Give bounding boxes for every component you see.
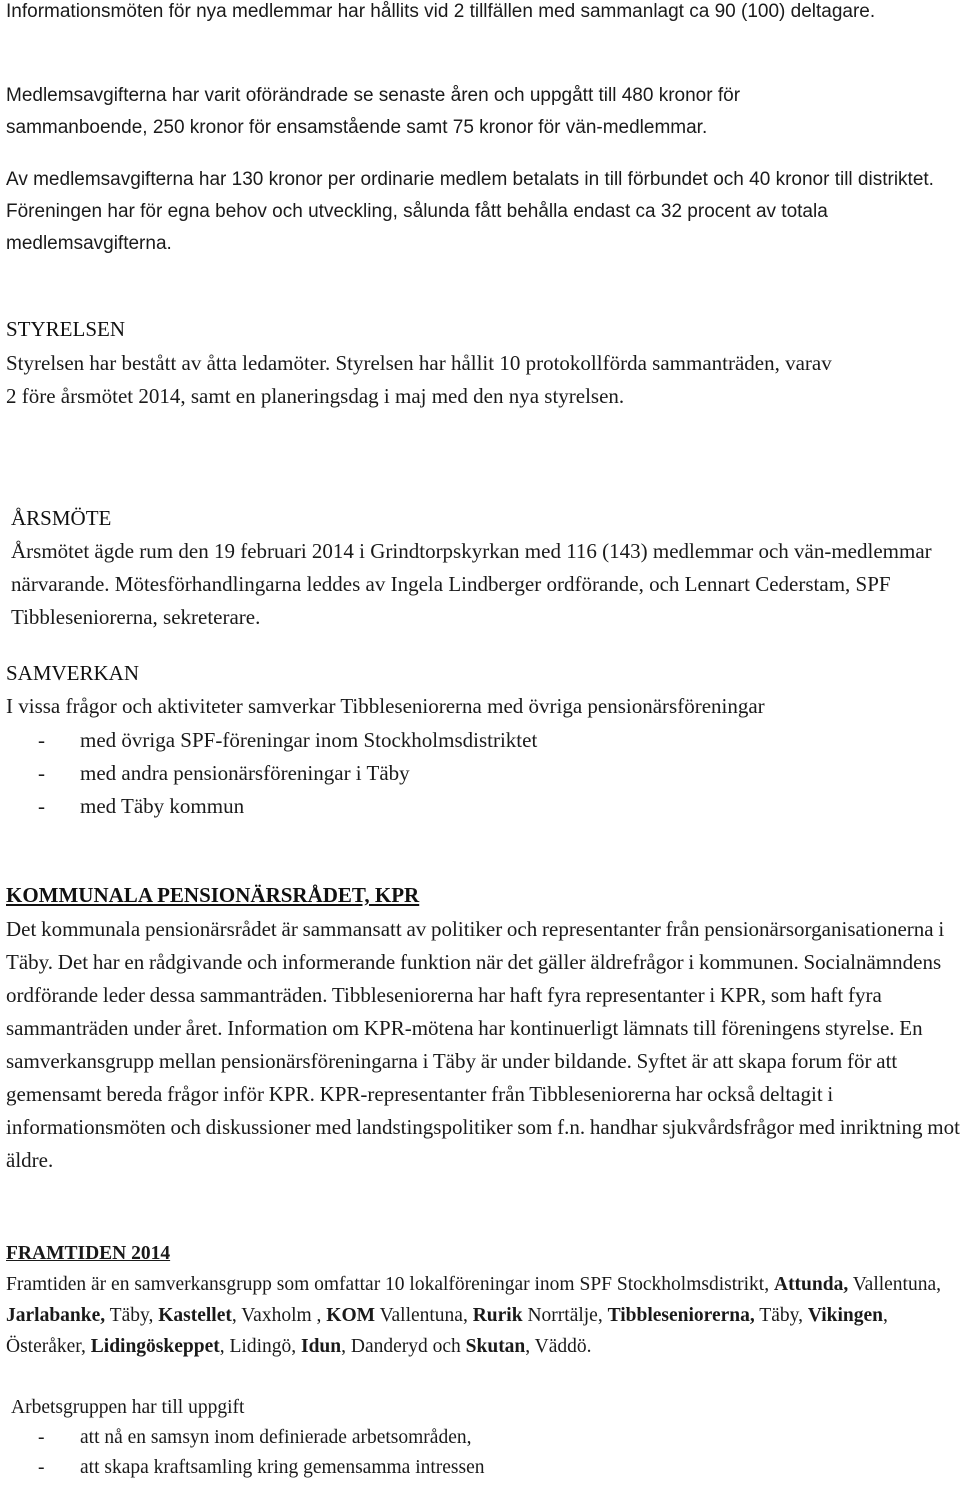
list-item: - med övriga SPF-föreningar inom Stockholmsdistriktet	[38, 728, 538, 752]
association-place: , Danderyd och	[341, 1336, 466, 1357]
association-name: Lidingöskeppet	[90, 1336, 220, 1357]
styrelsen-meetings-text: Styrelsen har hållit 10 protokollförda sammanträden, varav	[335, 351, 832, 375]
association-name: Idun	[300, 1336, 342, 1357]
list-item: - med andra pensionärsföreningar i Täby	[38, 761, 410, 785]
list-item: - att nå en samsyn inom definierade arbetsområden,	[38, 1427, 472, 1448]
association-place: Vallentuna,	[848, 1274, 942, 1295]
list-item: - att skapa kraftsamling kring gemensamma intressen	[38, 1457, 485, 1478]
styrelsen-heading: STYRELSEN	[6, 317, 126, 341]
association-place: Norrtälje,	[522, 1305, 608, 1326]
samverkan-intro: I vissa frågor och aktiviteter samverkar Tibbleseniorerna med övriga pensionärsföreningar	[6, 694, 765, 718]
framtiden-intro: Framtiden är en samverkansgrupp som omfattar 10 lokalföreningar inom SPF Stockholmsdistrikt,	[6, 1274, 770, 1295]
association-name: Attunda,	[773, 1274, 849, 1295]
association-place: Vallentuna,	[375, 1305, 473, 1326]
association-place: Täby,	[754, 1305, 808, 1326]
samverkan-list	[38, 724, 938, 823]
fee-retention-text: Föreningen har för egna behov och utveckling, sålunda fått behålla endast ca 32 procent av totala medlemsavgifterna.	[6, 201, 828, 254]
framtiden-text	[6, 1269, 960, 1362]
kpr-text: Det kommunala pensionärsrådet är sammansatt av politiker och representanter från pensionärsorganisationerna i Täby. Det har en rådgivande och informerande funktion när det gäller äldrefrågor i kommunen. Socialnämndens ordförande leder dessa sammanträden. Tibbleseniorerna har haft fyra representanter i KPR, som haft fyra sammanträden under året. Information om KPR-mötena har kontinuerligt lämnats till föreningens styrelse. En samverkansgrupp mellan pensionärsföreningarna i Täby är under bildande. Syftet är att skapa forum för att gemensamt bereda frågor inför KPR. KPR-representanter från Tibbleseniorerna har också deltagit i informationsmöten och diskussioner med landstingspolitiker som f.n. handhar sjukvårdsfrågor med inriktning mot äldre.	[6, 917, 960, 1172]
association-place: , Väddö.	[525, 1336, 592, 1357]
association-name: Vikingen	[807, 1305, 883, 1326]
association-name: Tibbleseniorerna,	[607, 1305, 755, 1326]
association-place: , Lidingö,	[219, 1336, 301, 1357]
styrelsen-text	[6, 347, 956, 413]
association-name: Kastellet	[158, 1305, 232, 1326]
association-name: KOM	[326, 1305, 376, 1326]
association-name: Skutan	[465, 1336, 526, 1357]
association-name: Rurik	[472, 1305, 523, 1326]
samverkan-heading: SAMVERKAN	[6, 661, 140, 685]
framtiden-task-list	[38, 1423, 938, 1483]
kpr-heading: KOMMUNALA PENSIONÄRSRÅDET, KPR	[6, 883, 420, 907]
styrelsen-members-text: Styrelsen har bestått av åtta ledamöter.	[6, 351, 331, 375]
arsmote-heading: ÅRSMÖTE	[11, 506, 112, 530]
framtiden-task-intro: Arbetsgruppen har till uppgift	[11, 1397, 245, 1418]
association-place: , Österåker,	[6, 1305, 888, 1357]
arsmote-text: Årsmötet ägde rum den 19 februari 2014 i Grindtorpskyrkan med 116 (143) medlemmar och vän-medlemmar närvarande. Mötesförhandlingarna leddes av Ingela Lindberger ordförande, och Lennart Cederstam, SPF Tibbleseniorerna, sekreterare.	[11, 539, 932, 629]
list-item: - med Täby kommun	[38, 794, 245, 818]
intro-paragraph-3	[6, 164, 951, 260]
framtiden-heading: FRAMTIDEN 2014	[6, 1243, 171, 1264]
fee-distribution-text: Av medlemsavgifterna har 130 kronor per ordinarie medlem betalats in till förbundet och 40 kronor till distriktet.	[6, 169, 934, 190]
intro-paragraph-1: Informationsmöten för nya medlemmar har hållits vid 2 tillfällen med sammanlagt ca 90 (100) deltagare.	[6, 1, 876, 22]
association-name: Jarlabanke,	[6, 1305, 106, 1326]
styrelsen-planning-text: 2 före årsmötet 2014, samt en planeringsdag i maj med den nya styrelsen.	[6, 384, 625, 408]
association-place: Täby,	[105, 1305, 159, 1326]
intro-paragraph-2: Medlemsavgifterna har varit oförändrade se senaste åren och uppgått till 480 kronor för sammanboende, 250 kronor för ensamstående samt 75 kronor för vän-medlemmar.	[6, 85, 741, 138]
association-place: , Vaxholm ,	[231, 1305, 327, 1326]
